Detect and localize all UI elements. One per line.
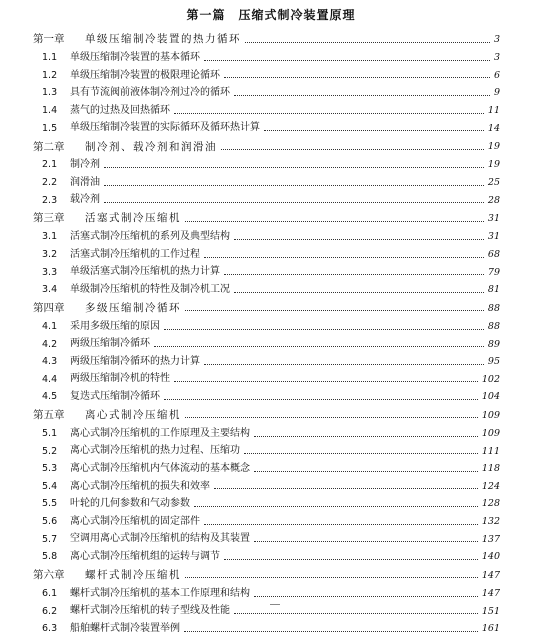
toc-section-row[interactable] — [0, 353, 542, 371]
toc-entry-title: 采用多级压缩的原因 — [70, 320, 160, 332]
toc-section-row[interactable] — [0, 318, 542, 336]
toc-entry-number: 4.4 — [42, 373, 58, 385]
toc-page-number: 31 — [487, 231, 500, 243]
toc-entry-number: 4.3 — [42, 356, 58, 368]
toc-page-number: 151 — [481, 605, 500, 617]
toc-page-number: 147 — [481, 588, 500, 600]
toc-entry-title: 离心式制冷压缩机 — [85, 409, 181, 422]
toc-chapter-row[interactable] — [0, 30, 542, 49]
toc-section-row[interactable] — [0, 478, 542, 496]
toc-entry-title: 蒸气的过热及回热循环 — [70, 104, 170, 116]
toc-section-row[interactable] — [0, 192, 542, 210]
toc-entry-number: 第一章 — [33, 33, 65, 46]
toc-page-number: 161 — [481, 623, 500, 635]
toc-section-row[interactable] — [0, 531, 542, 549]
toc-entry-title: 螺杆式制冷压缩机 — [85, 569, 181, 582]
part-title: 第一篇 压缩式制冷装置原理 — [186, 8, 356, 22]
toc-entry-title: 多级压缩制冷循环 — [85, 302, 181, 315]
dot-leader — [234, 94, 490, 96]
toc-entry-number: 1.3 — [42, 87, 58, 99]
toc-entry-number: 3.4 — [42, 284, 58, 296]
toc-entry-title: 叶轮的几何参数和气动参数 — [70, 498, 190, 510]
toc-entry-title: 活塞式制冷压缩机的工作过程 — [70, 248, 200, 260]
toc-entry-number: 3.1 — [42, 231, 58, 243]
toc-entry-number: 5.2 — [42, 445, 58, 457]
toc-entry-title: 螺杆式制冷压缩机的基本工作原理和结构 — [70, 587, 250, 599]
toc-section-row[interactable] — [0, 425, 542, 443]
toc-entry-number: 1.1 — [42, 52, 58, 64]
toc-entry-number: 5.7 — [42, 533, 58, 545]
toc-section-row[interactable] — [0, 513, 542, 531]
toc-entry-title: 活塞式制冷压缩机的系列及典型结构 — [70, 231, 230, 243]
toc-entry-title: 螺杆式制冷压缩机的转子型线及性能 — [70, 605, 230, 617]
toc-page-number: 128 — [481, 498, 500, 510]
toc-entry-number: 5.3 — [42, 463, 58, 475]
table-of-contents — [0, 30, 542, 638]
dot-leader — [221, 148, 484, 150]
toc-entry-number: 1.4 — [42, 105, 58, 117]
toc-page-number: 9 — [493, 87, 500, 99]
toc-page-number: 137 — [481, 533, 500, 545]
toc-page-number: 95 — [487, 356, 500, 368]
toc-entry-title: 单级压缩制冷装置的实际循环及循环热计算 — [70, 122, 260, 134]
toc-section-row[interactable] — [0, 84, 542, 102]
toc-section-row[interactable] — [0, 460, 542, 478]
toc-section-row[interactable] — [0, 120, 542, 138]
toc-entry-title: 复迭式压缩制冷循环 — [70, 391, 160, 403]
toc-section-row[interactable] — [0, 335, 542, 353]
toc-section-row[interactable] — [0, 174, 542, 192]
toc-entry-title: 单级压缩制冷装置的极限理论循环 — [70, 69, 220, 81]
dot-leader — [244, 452, 478, 454]
toc-page-number: 28 — [487, 194, 500, 206]
toc-entry-title: 具有节流阀前液体制冷剂过冷的循环 — [70, 87, 230, 99]
toc-entry-number: 5.5 — [42, 498, 58, 510]
dot-leader — [224, 273, 484, 275]
toc-entry-number: 6.1 — [42, 588, 58, 600]
toc-page-number: 109 — [481, 428, 500, 440]
toc-section-row[interactable] — [0, 228, 542, 246]
dot-leader — [234, 238, 484, 240]
toc-page-number: 111 — [481, 445, 500, 457]
dot-leader — [104, 184, 484, 186]
dot-leader — [185, 309, 484, 311]
toc-chapter-row[interactable] — [0, 137, 542, 156]
dot-leader — [154, 345, 484, 347]
toc-entry-title: 两级压缩制冷循环的热力计算 — [70, 355, 200, 367]
toc-entry-number: 3.3 — [42, 266, 58, 278]
toc-entry-number: 2.2 — [42, 176, 58, 188]
toc-entry-title: 空调用离心式制冷压缩机的结构及其装置 — [70, 533, 250, 545]
toc-entry-number: 第二章 — [33, 140, 65, 153]
dot-leader — [204, 523, 478, 525]
dot-leader — [185, 220, 484, 222]
toc-section-row[interactable] — [0, 102, 542, 120]
toc-entry-title: 离心式制冷压缩机的热力过程、压缩功 — [70, 445, 240, 457]
toc-entry-title: 离心式制冷压缩机的损失和效率 — [70, 480, 210, 492]
toc-page-number: 25 — [487, 176, 500, 188]
dot-leader — [174, 380, 478, 382]
toc-entry-number: 6.2 — [42, 605, 58, 617]
toc-page-number: 102 — [481, 373, 500, 385]
toc-entry-number: 5.6 — [42, 516, 58, 528]
dot-leader — [204, 256, 484, 258]
dot-leader — [104, 166, 484, 168]
dot-leader — [204, 363, 484, 365]
toc-entry-title: 单级活塞式制冷压缩机的热力计算 — [70, 266, 220, 278]
toc-entry-title: 制冷剂 — [70, 159, 100, 171]
toc-entry-title: 离心式制冷压缩机的工作原理及主要结构 — [70, 427, 250, 439]
toc-section-row[interactable] — [0, 156, 542, 174]
toc-entry-title: 船舶螺杆式制冷装置举例 — [70, 622, 180, 634]
toc-entry-number: 4.1 — [42, 320, 58, 332]
dot-leader — [254, 595, 478, 597]
toc-entry-title: 载冷剂 — [70, 194, 100, 206]
toc-entry-number: 1.5 — [42, 122, 58, 134]
dot-leader — [214, 487, 478, 489]
toc-entry-title: 离心式制冷压缩机的固定部件 — [70, 515, 200, 527]
toc-entry-number: 第三章 — [33, 212, 65, 225]
page-edge-mark — [270, 604, 280, 609]
toc-entry-number: 4.5 — [42, 391, 58, 403]
toc-entry-number: 第四章 — [33, 302, 65, 315]
toc-section-row[interactable] — [0, 281, 542, 299]
dot-leader — [224, 76, 490, 78]
dot-leader — [254, 470, 478, 472]
dot-leader — [224, 558, 478, 560]
toc-entry-title: 制冷剂、载冷剂和润滑油 — [85, 140, 217, 153]
dot-leader — [254, 435, 478, 437]
toc-entry-title: 两级压缩制冷机的特性 — [70, 373, 170, 385]
dot-leader — [254, 540, 478, 542]
dot-leader — [194, 505, 478, 507]
toc-section-row[interactable] — [0, 548, 542, 566]
toc-page-number: 19 — [487, 159, 500, 171]
toc-section-row[interactable] — [0, 264, 542, 282]
toc-section-row[interactable] — [0, 585, 542, 603]
toc-entry-number: 2.1 — [42, 159, 58, 171]
dot-leader — [174, 112, 484, 114]
toc-entry-number: 5.1 — [42, 428, 58, 440]
toc-entry-title: 活塞式制冷压缩机 — [85, 212, 181, 225]
toc-section-row[interactable] — [0, 67, 542, 85]
toc-section-row[interactable] — [0, 620, 542, 638]
dot-leader — [185, 576, 478, 578]
toc-entry-number: 2.3 — [42, 194, 58, 206]
toc-entry-number: 5.8 — [42, 551, 58, 563]
toc-entry-title: 单级压缩制冷装置的基本循环 — [70, 51, 200, 63]
toc-chapter-row[interactable] — [0, 406, 542, 425]
toc-section-row[interactable] — [0, 371, 542, 389]
toc-section-row[interactable] — [0, 246, 542, 264]
toc-entry-title: 单级压缩制冷装置的热力循环 — [85, 33, 241, 46]
toc-page-number: 81 — [487, 284, 500, 296]
toc-entry-number: 3.2 — [42, 248, 58, 260]
toc-page-number: 11 — [487, 105, 500, 117]
toc-entry-number: 第五章 — [33, 409, 65, 422]
toc-page-number: 147 — [481, 569, 500, 581]
toc-chapter-row[interactable] — [0, 299, 542, 318]
dot-leader — [264, 129, 484, 131]
dot-leader — [245, 41, 490, 43]
toc-page-number: 14 — [487, 122, 500, 134]
toc-entry-number: 4.2 — [42, 338, 58, 350]
toc-page-number: 104 — [481, 391, 500, 403]
toc-page-number: 132 — [481, 516, 500, 528]
toc-entry-title: 单级制冷压缩机的特性及制冷机工况 — [70, 283, 230, 295]
toc-page-number: 3 — [493, 33, 500, 45]
toc-page-number: 6 — [493, 69, 500, 81]
toc-page-number: 124 — [481, 480, 500, 492]
dot-leader — [164, 328, 484, 330]
toc-page-number: 140 — [481, 551, 500, 563]
toc-page-number: 68 — [487, 248, 500, 260]
toc-page-number: 3 — [493, 52, 500, 64]
toc-page-number: 88 — [487, 320, 500, 332]
toc-entry-title: 两级压缩制冷循环 — [70, 338, 150, 350]
dot-leader — [104, 201, 484, 203]
toc-entry-title: 润滑油 — [70, 176, 100, 188]
toc-page-number: 109 — [481, 409, 500, 421]
toc-section-row[interactable] — [0, 495, 542, 513]
toc-page-number: 31 — [487, 212, 500, 224]
toc-entry-number: 6.3 — [42, 623, 58, 635]
toc-chapter-row[interactable] — [0, 209, 542, 228]
toc-section-row[interactable] — [0, 49, 542, 67]
toc-page-number: 19 — [487, 141, 500, 152]
dot-leader — [204, 59, 490, 61]
toc-entry-title: 离心式制冷压缩机组的运转与调节 — [70, 550, 220, 562]
toc-section-row[interactable] — [0, 388, 542, 406]
toc-page-number: 79 — [487, 266, 500, 278]
toc-entry-number: 第六章 — [33, 569, 65, 582]
dot-leader — [184, 630, 478, 632]
toc-chapter-row[interactable] — [0, 566, 542, 585]
toc-page-number: 89 — [487, 338, 500, 350]
toc-page-number: 88 — [487, 302, 500, 314]
toc-section-row[interactable] — [0, 443, 542, 461]
toc-entry-number: 5.4 — [42, 480, 58, 492]
toc-entry-number: 1.2 — [42, 69, 58, 81]
dot-leader — [185, 416, 478, 418]
toc-page-number: 118 — [481, 463, 500, 475]
dot-leader — [234, 291, 484, 293]
toc-entry-title: 离心式制冷压缩机内气体流动的基本概念 — [70, 463, 250, 475]
dot-leader — [164, 398, 478, 400]
